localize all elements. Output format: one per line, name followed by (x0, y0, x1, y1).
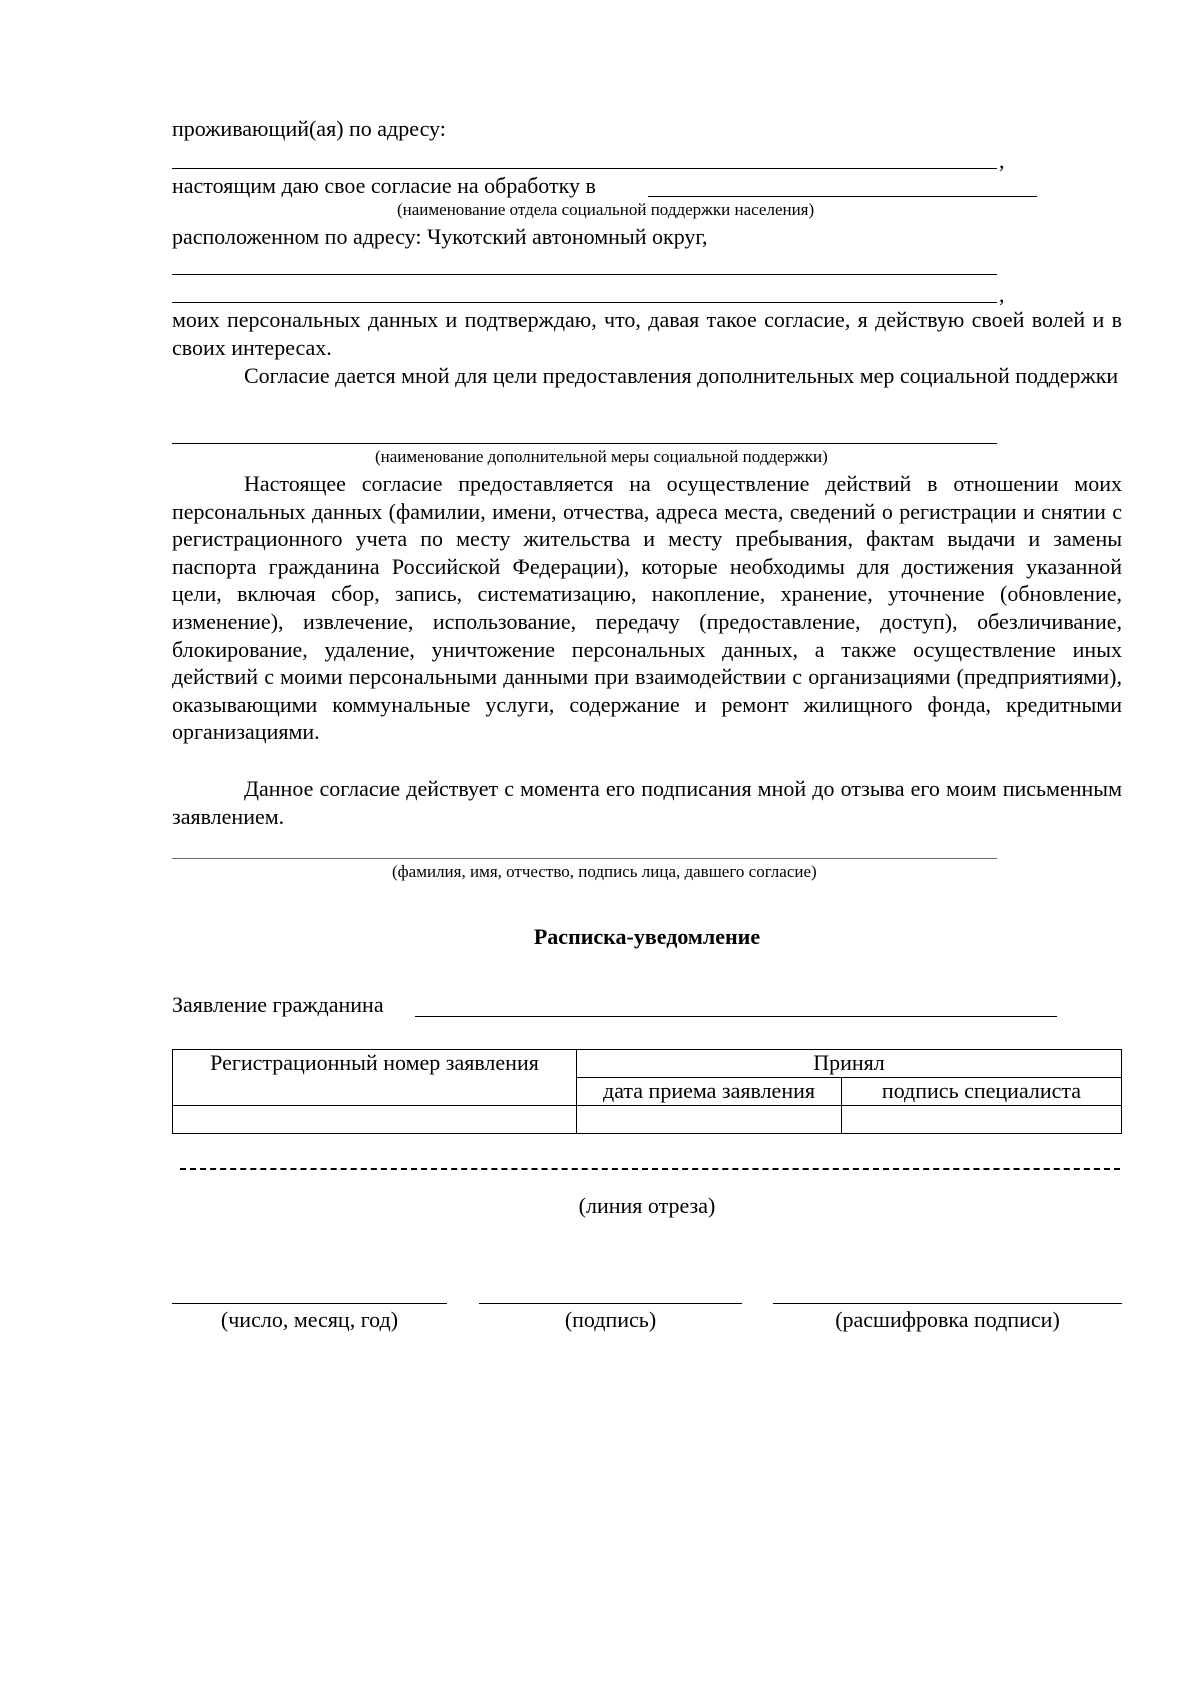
paragraph-text: Данное согласие действует с момента его подписания мной до отзыва его моим письменным заявлением. (172, 776, 1122, 829)
comma-mark: , (999, 282, 1005, 307)
department-line (648, 196, 1037, 197)
department-caption: (наименование отдела социальной поддержки населения) (397, 200, 815, 219)
specialist-signature-cell (842, 1106, 1122, 1134)
date-signature-line (172, 1303, 447, 1304)
cut-line (180, 1168, 1120, 1170)
decoding-caption: (расшифровка подписи) (835, 1307, 1060, 1332)
reg-number-cell (173, 1106, 577, 1134)
address-line-2 (172, 274, 997, 275)
paragraph-text: Настоящее согласие предоставляется на осуществление действий в отношении моих персональных данных (фамилии, имени, отчества, адреса места, сведений о регистрации и снятии с регистрационного учета по месту жительства и месту пребывания, фактам выдачи и замены паспорта гражданина Российской Федерации), которые необходимы для достижения указанной цели, включая сбор, запись, систематизацию, накопление, хранение, уточнение (обновление, изменение), извлечение, использование, передачу (предоставление, доступ), обезличивание, блокирование, удаление, уничтожение персональных данных, а также осуществление иных действий с моими персональными данными при взаимодействии с организациями (предприятиями), оказывающими коммунальные услуги, содержание и ремонт жилищного фонда, кредитными организациями. (172, 471, 1122, 745)
measure-line (172, 443, 997, 444)
specialist-signature-header: подпись специалиста (842, 1078, 1122, 1106)
registration-table (172, 1049, 1122, 1134)
paragraph-text: моих персональных данных и подтверждаю, что, давая такое согласие, я действую своей волей и в своих интересах. (172, 307, 1122, 360)
address-line (172, 168, 997, 169)
date-cell (577, 1106, 842, 1134)
measure-caption: (наименование дополнительной меры социальной поддержки) (375, 447, 828, 466)
validity-paragraph (172, 775, 1122, 830)
actions-paragraph (172, 470, 1122, 746)
signature-line (479, 1303, 742, 1304)
personal-data-paragraph (172, 306, 1122, 361)
application-line (415, 1016, 1057, 1017)
application-label: Заявление гражданина (172, 992, 384, 1017)
located-address-text: расположенном по адресу: Чукотский автономный округ, (172, 224, 708, 249)
cut-line-caption: (линия отреза) (578, 1193, 716, 1218)
receipt-title: Расписка-уведомление (533, 924, 761, 949)
decoding-line (773, 1303, 1122, 1304)
paragraph-text: Согласие дается мной для цели предоставления дополнительных мер социальной поддержки (244, 363, 1119, 388)
purpose-paragraph (172, 362, 1122, 390)
date-caption: (число, месяц, год) (220, 1307, 399, 1332)
comma-mark: , (999, 148, 1005, 173)
residing-label: проживающий(ая) по адресу: (172, 116, 446, 141)
signature-caption: (фамилия, имя, отчество, подпись лица, давшего согласие) (392, 862, 817, 881)
accepted-header: Принял (577, 1050, 1122, 1078)
address-line-3 (172, 302, 997, 303)
signature-caption: (подпись) (564, 1307, 657, 1332)
consent-processing-text: настоящим даю свое согласие на обработку в (172, 173, 596, 198)
signature-line (172, 858, 997, 859)
date-header: дата приема заявления (577, 1078, 842, 1106)
reg-number-header: Регистрационный номер заявления (173, 1050, 577, 1106)
